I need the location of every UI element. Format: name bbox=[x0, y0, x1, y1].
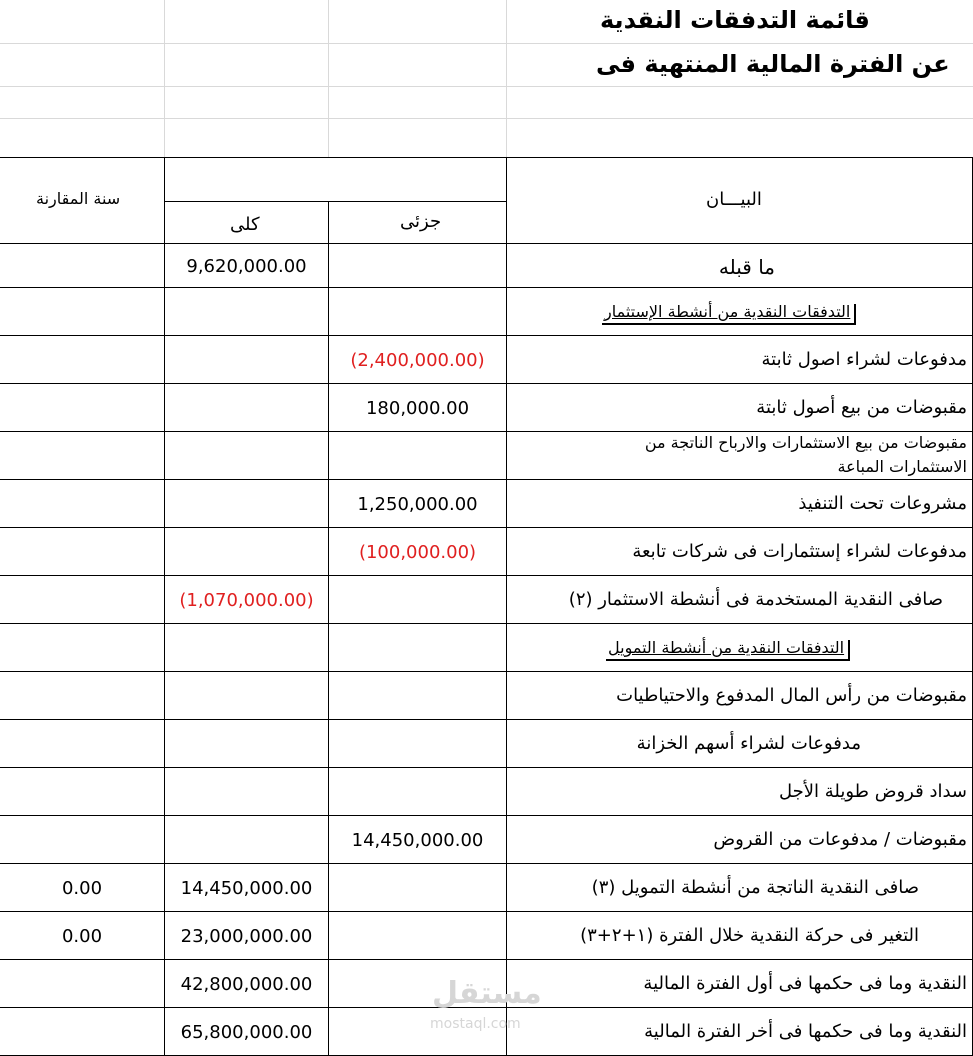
header-comparison: سنة المقارنة bbox=[36, 189, 121, 208]
partial-value: 180,000.00 bbox=[365, 398, 470, 419]
row-border bbox=[0, 719, 973, 720]
row-label: النقدية وما فى حكمها فى أول الفترة المالية bbox=[643, 973, 967, 994]
row-border bbox=[0, 815, 973, 816]
row-label: التغير فى حركة النقدية خلال الفترة (١+٢+٣) bbox=[580, 925, 919, 946]
row-label: مشروعات تحت التنفيذ bbox=[798, 493, 967, 514]
watermark-logo-latin: mostaql.com bbox=[430, 1016, 521, 1032]
gridline bbox=[0, 86, 973, 87]
row-border bbox=[0, 671, 973, 672]
watermark-logo-arabic: مستقل bbox=[432, 976, 542, 1011]
row-border bbox=[0, 575, 973, 576]
gridline bbox=[0, 118, 973, 119]
total-value: 65,800,000.00 bbox=[180, 1022, 313, 1043]
gridline bbox=[328, 0, 329, 157]
total-value: 9,620,000.00 bbox=[186, 256, 307, 277]
row-label: مقبوضات من بيع الاستثمارات والارباح الناتجة من الاستثمارات المباعة bbox=[644, 433, 967, 476]
comparison-value: 0.00 bbox=[61, 926, 103, 947]
row-border bbox=[0, 383, 973, 384]
row-label: مدفوعات لشراء أسهم الخزانة bbox=[636, 733, 861, 754]
row-border bbox=[0, 287, 973, 288]
row-label: مدفوعات لشراء اصول ثابتة bbox=[761, 349, 967, 370]
total-value: 23,000,000.00 bbox=[180, 926, 313, 947]
column-border bbox=[328, 201, 329, 1056]
gridline bbox=[506, 0, 507, 157]
row-label: صافى النقدية المستخدمة فى أنشطة الاستثمار (٢) bbox=[568, 589, 943, 610]
section-heading-financing: التدفقات النقدية من أنشطة التمويل bbox=[604, 638, 848, 659]
row-label: مقبوضات من رأس المال المدفوع والاحتياطيات bbox=[616, 685, 967, 706]
gridline bbox=[164, 0, 165, 157]
row-border bbox=[0, 959, 973, 960]
row-border bbox=[0, 911, 973, 912]
row-border bbox=[0, 767, 973, 768]
table-border-top bbox=[0, 157, 973, 158]
total-value: 14,450,000.00 bbox=[180, 878, 313, 899]
header-total: كلى bbox=[230, 214, 260, 235]
row-border bbox=[0, 623, 973, 624]
header-divider bbox=[164, 201, 506, 202]
partial-value: (2,400,000.00) bbox=[350, 350, 485, 371]
row-border bbox=[0, 479, 973, 480]
section-heading-investing: التدفقات النقدية من أنشطة الإستثمار bbox=[600, 302, 854, 323]
row-label: مقبوضات / مدفوعات من القروض bbox=[713, 829, 967, 850]
row-label: ما قبله bbox=[718, 255, 775, 279]
total-value: 42,800,000.00 bbox=[180, 974, 313, 995]
total-value: (1,070,000.00) bbox=[179, 590, 314, 611]
statement-title: قائمة التدفقات النقدية bbox=[600, 6, 870, 34]
header-partial: جزئى bbox=[400, 211, 442, 232]
row-label: صافى النقدية الناتجة من أنشطة التمويل (٣) bbox=[591, 877, 919, 898]
row-label: مدفوعات لشراء إستثمارات فى شركات تابعة bbox=[632, 541, 967, 562]
row-label: النقدية وما فى حكمها فى أخر الفترة المالية bbox=[644, 1021, 967, 1042]
comparison-value: 0.00 bbox=[61, 878, 103, 899]
header-description: البيـــان bbox=[706, 189, 762, 210]
row-border bbox=[0, 335, 973, 336]
column-border bbox=[506, 157, 507, 1056]
row-border bbox=[0, 527, 973, 528]
statement-period: عن الفترة المالية المنتهية فى bbox=[596, 50, 950, 78]
gridline bbox=[0, 43, 973, 44]
partial-value: (100,000.00) bbox=[358, 542, 477, 563]
header-bottom-border bbox=[0, 243, 973, 244]
partial-value: 1,250,000.00 bbox=[357, 494, 478, 515]
row-label: سداد قروض طويلة الأجل bbox=[779, 781, 967, 802]
row-border bbox=[0, 863, 973, 864]
partial-value: 14,450,000.00 bbox=[351, 830, 484, 851]
row-label: مقبوضات من بيع أصول ثابتة bbox=[756, 397, 967, 418]
